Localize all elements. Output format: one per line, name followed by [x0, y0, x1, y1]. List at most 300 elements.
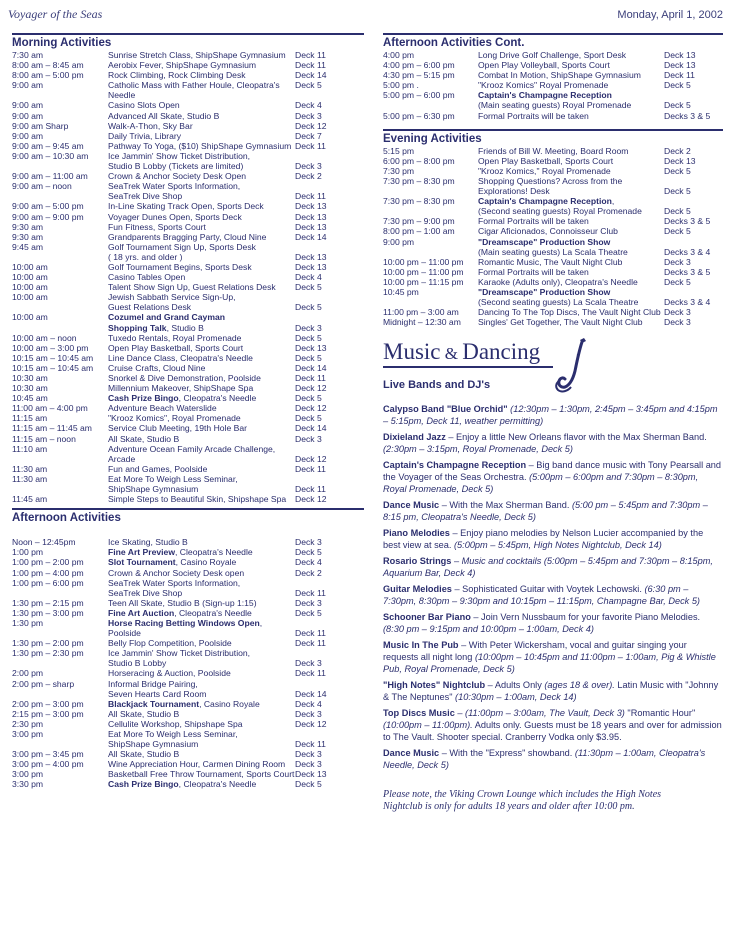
schedule-activity	[478, 186, 664, 196]
schedule-row	[383, 216, 723, 226]
activity-text: Catholic Mass with Father Houle, Cleopatra's Needle	[108, 80, 280, 101]
schedule-row	[12, 323, 364, 333]
activity-text: Tuxedo Rentals, Royal Promenade	[108, 332, 242, 343]
schedule-deck: Deck 4	[295, 272, 322, 283]
schedule-row	[12, 181, 364, 191]
schedule-time: 10:15 am – 10:45 am	[12, 362, 94, 373]
schedule-time: 10:00 pm – 11:00 pm	[383, 256, 464, 267]
schedule-time: 10:00 am – noon	[12, 332, 77, 343]
schedule-deck: Deck 11	[295, 739, 326, 750]
schedule-deck: Deck 3	[295, 433, 322, 444]
schedule-deck: Deck 3	[295, 708, 322, 719]
schedule-activity	[108, 70, 295, 80]
schedule-time	[12, 323, 108, 333]
schedule-row	[12, 739, 364, 749]
schedule-activity	[108, 699, 295, 709]
music-entry	[383, 639, 723, 675]
activity-highlight: Fine Art Auction	[108, 607, 175, 618]
schedule-activity	[108, 181, 295, 191]
schedule-activity	[478, 196, 664, 206]
schedule-activity	[478, 176, 664, 186]
saxophone-icon	[553, 337, 593, 395]
schedule-activity	[108, 121, 295, 131]
schedule-time: 4:00 pm – 6:00 pm	[383, 60, 455, 71]
activity-text: ,	[611, 196, 615, 207]
schedule-deck: Deck 12	[295, 718, 327, 729]
activity-text: Talent Show Sign Up, Guest Relations Desk	[108, 282, 276, 293]
activity-text: Dancing To The Top Discs, The Vault Night Club	[478, 307, 661, 318]
schedule-deck: Deck 13	[295, 201, 327, 212]
schedule-row	[383, 80, 723, 90]
activity-text: Open Play Basketball, Sports Court	[478, 155, 614, 166]
activity-highlight: Horse Racing Betting Windows Open	[108, 617, 260, 628]
schedule-activity	[108, 547, 295, 557]
schedule-row	[383, 176, 723, 186]
schedule-deck: Deck 13	[664, 60, 696, 71]
activity-text: Adventure Ocean Family Arcade Challenge,	[108, 443, 276, 454]
schedule-row	[12, 689, 364, 699]
music-entry-text: (12:30pm – 1:30pm, 2:45pm – 3:45pm and 4:15pm – 5:15pm, Deck 11, weather permitting)	[383, 404, 718, 427]
schedule-activity	[108, 779, 295, 789]
schedule-deck: Deck 3	[664, 307, 691, 318]
music-entry	[383, 611, 723, 635]
schedule-row	[12, 658, 364, 668]
schedule-row	[12, 252, 364, 262]
activity-text: Millennium Makeover, ShipShape Spa	[108, 383, 254, 394]
schedule-row	[383, 237, 723, 247]
schedule-deck: Deck 5	[295, 80, 322, 91]
music-entry	[383, 403, 723, 427]
schedule-row	[383, 100, 723, 110]
schedule-activity	[478, 80, 664, 90]
schedule-row	[12, 568, 364, 578]
schedule-activity	[108, 638, 295, 648]
schedule-activity	[108, 618, 295, 628]
schedule-row	[12, 474, 364, 484]
schedule-row	[12, 598, 364, 608]
schedule-deck: Deck 4	[295, 557, 322, 568]
schedule-time	[383, 100, 478, 110]
schedule-deck: Deck 5	[664, 276, 691, 287]
activity-text: Cruise Crafts, Cloud Nine	[108, 362, 206, 373]
activity-text: , Casino Royale	[175, 557, 237, 568]
schedule-time: 10:15 am – 10:45 am	[12, 352, 94, 363]
music-entry	[383, 499, 723, 523]
activity-text: Cigar Aficionados, Connoisseur Club	[478, 226, 618, 237]
music-entry-text: (5:00pm – 6:00pm and 7:30pm – 8:30pm, Royal Promenade, Deck 5)	[383, 472, 699, 495]
schedule-row	[12, 121, 364, 131]
schedule-row	[383, 287, 723, 297]
schedule-row	[12, 272, 364, 282]
schedule-row	[12, 141, 364, 151]
schedule-activity	[108, 80, 295, 100]
activity-text: ( 18 yrs. and older )	[108, 251, 183, 262]
activity-text: Casino Slots Open	[108, 100, 180, 111]
schedule-row	[12, 679, 364, 689]
activity-highlight: Cash Prize Bingo	[108, 393, 179, 404]
music-entry	[383, 555, 723, 579]
activity-text: Fun and Games, Poolside	[108, 463, 208, 474]
schedule-activity	[108, 212, 295, 222]
schedule-time: 7:30 am	[12, 50, 44, 60]
schedule-time	[12, 161, 108, 171]
schedule-time: 3:00 pm – 4:00 pm	[12, 759, 84, 770]
schedule-row	[12, 729, 364, 739]
schedule-activity	[108, 423, 295, 433]
schedule-time: 10:45 am	[12, 393, 48, 404]
schedule-activity	[108, 323, 295, 333]
live-bands-heading: Live Bands and DJ's	[383, 379, 491, 392]
schedule-activity	[108, 434, 295, 444]
music-entry-text: – Enjoy piano melodies by Nelson Lucier accompanied by the best view at sea.	[383, 528, 704, 551]
schedule-activity	[108, 161, 295, 171]
activity-text: , Cleopatra's Needle	[175, 547, 253, 558]
schedule-row	[12, 343, 364, 353]
schedule-time: Noon – 12:45pm	[12, 537, 76, 548]
schedule-activity	[108, 393, 295, 403]
schedule-time	[12, 252, 108, 262]
schedule-activity	[478, 100, 664, 110]
schedule-activity	[108, 557, 295, 567]
schedule-row	[12, 302, 364, 312]
music-entry-text: – Big band dance music with Tony Pearsall and the Voyager of the Seas Orchestra.	[383, 460, 722, 483]
schedule-row	[383, 166, 723, 176]
activity-text: All Skate, Studio B	[108, 749, 180, 760]
schedule-activity	[478, 237, 664, 247]
schedule-activity	[108, 373, 295, 383]
schedule-activity	[108, 759, 295, 769]
schedule-time: 9:00 am – noon	[12, 181, 72, 192]
activity-text: All Skate, Studio B	[108, 708, 180, 719]
schedule-row	[383, 50, 723, 60]
schedule-row	[12, 537, 364, 547]
schedule-deck: Deck 14	[295, 362, 327, 373]
left-column	[12, 33, 364, 790]
activity-text: Studio B Lobby (Tickets are limited)	[108, 161, 244, 172]
schedule-deck: Deck 2	[295, 171, 322, 182]
schedule-deck: Deck 13	[295, 342, 327, 353]
schedule-time: 2:30 pm	[12, 718, 44, 729]
schedule-row	[12, 393, 364, 403]
schedule-activity	[108, 769, 295, 779]
music-entry-text: Adults only. Guests must be 18 years and over for admission to The Vault. Shooter special. Cranberry Vodka only $3.95.	[383, 720, 722, 743]
schedule-activity	[108, 474, 295, 484]
schedule-deck: Deck 12	[295, 494, 327, 505]
activity-text: Simple Steps to Beautiful Skin, Shipshape Spa	[108, 494, 287, 505]
schedule-time: 10:00 am	[12, 292, 48, 303]
schedule-time: 9:30 am	[12, 231, 44, 242]
schedule-deck: Deck 5	[295, 779, 322, 790]
schedule-time: 10:30 am	[12, 373, 48, 383]
schedule-row	[12, 242, 364, 252]
activity-text: Pathway To Yoga, ($10) ShipShape Gymnasium	[108, 140, 292, 151]
schedule-time: 11:15 am	[12, 413, 48, 424]
activity-text: Adventure Beach Waterslide	[108, 403, 217, 414]
schedule-deck: Deck 13	[295, 221, 327, 232]
schedule-deck: Deck 3	[295, 749, 322, 760]
activity-text: , Cleopatra's Needle	[174, 607, 252, 618]
schedule-time: Midnight – 12:30 am	[383, 317, 461, 328]
schedule-row	[12, 333, 364, 343]
afternoon-cont-schedule	[383, 50, 723, 121]
ship-name: Voyager of the Seas	[8, 7, 103, 21]
afternoon-schedule	[12, 537, 364, 789]
schedule-time: 1:00 pm – 4:00 pm	[12, 567, 84, 578]
music-entry-text: –	[454, 708, 466, 719]
schedule-time: 9:00 am – 9:45 am	[12, 140, 84, 151]
activity-text: "Krooz Komics," Royal Promenade	[478, 165, 611, 176]
schedule-time	[12, 588, 108, 598]
music-entry	[383, 527, 723, 551]
activity-highlight: Cash Prize Bingo	[108, 779, 179, 790]
schedule-deck: Deck 11	[295, 140, 326, 151]
music-entry	[383, 707, 723, 743]
schedule-deck: Deck 13	[664, 50, 696, 60]
schedule-row	[383, 267, 723, 277]
schedule-activity	[108, 537, 295, 547]
schedule-row	[12, 413, 364, 423]
activity-text: ShipShape Gymnasium	[108, 739, 199, 750]
schedule-row	[12, 484, 364, 494]
activity-text: SeaTrek Dive Shop	[108, 587, 183, 598]
schedule-deck: Deck 11	[295, 373, 326, 383]
activity-text: Rock Climbing, Rock Climbing Desk	[108, 70, 246, 81]
activity-text: Advanced All Skate, Studio B	[108, 110, 220, 121]
schedule-time: 10:00 am – 3:00 pm	[12, 342, 89, 353]
schedule-deck: Deck 3	[295, 322, 322, 333]
schedule-time: 10:00 am	[12, 282, 48, 293]
music-title-word: Music	[383, 339, 441, 365]
schedule-row	[12, 262, 364, 272]
schedule-deck: Deck 3	[295, 658, 322, 669]
activity-text: Basketball Free Throw Tournament, Sports Court	[108, 769, 295, 780]
schedule-activity	[108, 222, 295, 232]
schedule-deck: Deck 11	[295, 60, 326, 71]
activity-text: Daily Trivia, Library	[108, 130, 182, 141]
schedule-time: 10:45 pm	[383, 286, 419, 297]
schedule-time: 4:00 pm	[383, 50, 415, 60]
schedule-row	[12, 282, 364, 292]
schedule-row	[12, 557, 364, 567]
schedule-row	[12, 373, 364, 383]
title-underline	[383, 366, 553, 368]
music-entry-name: Calypso Band "Blue Orchid"	[383, 404, 508, 415]
schedule-deck: Deck 3	[295, 759, 322, 770]
schedule-row	[12, 547, 364, 557]
schedule-deck: Decks 3 & 5	[664, 216, 711, 227]
schedule-time: 2:15 pm – 3:00 pm	[12, 708, 84, 719]
schedule-deck: Decks 3 & 5	[664, 110, 711, 121]
schedule-time: 1:00 pm – 2:00 pm	[12, 557, 84, 568]
schedule-deck: Deck 13	[295, 251, 327, 262]
schedule-activity	[108, 232, 295, 242]
schedule-row	[12, 434, 364, 444]
morning-schedule	[12, 50, 364, 504]
activity-text: Teen All Skate, Studio B (Sign-up 1:15)	[108, 597, 257, 608]
schedule-activity	[108, 191, 295, 201]
activity-text: Horseracing & Auction, Poolside	[108, 668, 231, 679]
activity-text: Eat More To Weigh Less Seminar,	[108, 729, 238, 739]
schedule-row	[383, 90, 723, 100]
schedule-time: 9:30 am	[12, 221, 44, 232]
activity-highlight: Captain's Champagne Reception	[478, 90, 612, 101]
evening-heading: Evening Activities	[383, 129, 723, 146]
schedule-activity	[108, 282, 295, 292]
music-entry	[383, 583, 723, 607]
activity-text: , Casino Royale	[199, 698, 260, 709]
schedule-time: 9:00 am – 5:00 pm	[12, 201, 84, 212]
schedule-activity	[108, 262, 295, 272]
schedule-activity	[108, 50, 295, 60]
activity-text: Open Play Volleyball, Sports Court	[478, 60, 610, 71]
activity-text: Formal Portraits will be taken	[478, 266, 589, 277]
activity-highlight: Cozumel and Grand Cayman	[108, 312, 225, 323]
schedule-row	[383, 257, 723, 267]
schedule-row	[12, 111, 364, 121]
schedule-deck: Deck 3	[664, 317, 691, 328]
music-entry-name: "High Notes" Nightclub	[383, 680, 486, 691]
activity-text: Studio B Lobby	[108, 658, 167, 669]
schedule-activity	[108, 363, 295, 373]
schedule-row	[12, 638, 364, 648]
schedule-deck: Deck 11	[295, 638, 326, 649]
activity-text: SeaTrek Dive Shop	[108, 191, 183, 202]
activity-text: SeaTrek Water Sports Information,	[108, 181, 241, 192]
schedule-activity	[478, 307, 664, 317]
schedule-time: 9:00 am	[12, 110, 44, 121]
schedule-time	[12, 628, 108, 638]
music-entry-text: (11:30pm – 1:00am, Cleopatra's Needle, Deck 5)	[383, 748, 706, 771]
schedule-time: 6:00 pm – 8:00 pm	[383, 155, 455, 166]
schedule-time: 10:00 am	[12, 261, 48, 272]
schedule-activity	[108, 658, 295, 668]
schedule-row	[383, 247, 723, 257]
music-entry-text: – With Peter Wickersham, vocal and guitar singing your requests all night long	[383, 640, 687, 663]
schedule-row	[12, 709, 364, 719]
activity-text: Poolside	[108, 628, 141, 639]
evening-schedule	[383, 146, 723, 328]
activity-text: Explorations! Desk	[478, 186, 550, 197]
schedule-activity	[478, 206, 664, 216]
schedule-activity	[478, 156, 664, 166]
music-entry-text: –	[451, 556, 462, 567]
schedule-deck: Deck 3	[295, 161, 322, 172]
schedule-row	[12, 578, 364, 588]
right-column	[383, 33, 723, 813]
activity-text: ,	[259, 617, 263, 628]
schedule-time: 1:00 pm – 6:00 pm	[12, 577, 84, 588]
schedule-activity	[478, 50, 664, 60]
activity-text: Fun Fitness, Sports Court	[108, 221, 206, 232]
activity-highlight: Blackjack Tournament	[108, 698, 200, 709]
schedule-deck: Deck 5	[664, 165, 691, 176]
music-entry-text: (2:30pm – 3:15pm, Royal Promenade, Deck 5)	[383, 444, 573, 455]
schedule-activity	[108, 302, 295, 312]
schedule-row	[12, 161, 364, 171]
activity-text: Open Play Basketball, Sports Court	[108, 342, 244, 353]
activity-text: Friends of Bill W. Meeting, Board Room	[478, 145, 629, 156]
schedule-row	[383, 156, 723, 166]
schedule-time: 10:00 am	[12, 272, 48, 283]
schedule-activity	[108, 668, 295, 678]
schedule-row	[12, 212, 364, 222]
afternoon-cont-heading: Afternoon Activities Cont.	[383, 33, 723, 50]
schedule-activity	[478, 90, 664, 100]
activity-text: Crown & Anchor Society Desk open	[108, 567, 245, 578]
schedule-row	[12, 759, 364, 769]
activity-text: Grandparents Bragging Party, Cloud Nine	[108, 231, 267, 242]
schedule-deck: Deck 5	[664, 186, 691, 197]
schedule-activity	[108, 111, 295, 121]
music-entry-text: (10:30pm – 1:00am, Deck 14)	[452, 692, 577, 703]
schedule-activity	[478, 60, 664, 70]
schedule-time: 1:30 pm – 3:00 pm	[12, 607, 84, 618]
music-title-amp: &	[440, 344, 463, 364]
activity-text: "Krooz Komics" Royal Promenade	[478, 80, 609, 91]
schedule-time: 3:00 pm	[12, 729, 44, 739]
schedule-activity	[478, 277, 664, 287]
schedule-activity	[108, 598, 295, 608]
schedule-activity	[108, 464, 295, 474]
schedule-deck: Deck 12	[295, 403, 327, 414]
schedule-deck: Deck 5	[295, 607, 322, 618]
schedule-row	[12, 588, 364, 598]
activity-text: "Krooz Komics", Royal Promenade	[108, 413, 241, 424]
music-entry-name: Schooner Bar Piano	[383, 612, 471, 623]
schedule-deck: Deck 11	[295, 191, 326, 202]
schedule-activity	[478, 297, 664, 307]
schedule-time: 4:30 pm – 5:15 pm	[383, 70, 455, 81]
schedule-row	[12, 494, 364, 504]
dancing-title-word: Dancing	[462, 339, 541, 365]
schedule-time	[383, 206, 478, 216]
schedule-row	[12, 719, 364, 729]
activity-highlight: "Dreamscape" Production Show	[478, 286, 611, 297]
schedule-activity	[108, 131, 295, 141]
schedule-deck: Deck 12	[295, 383, 327, 394]
music-entry-name: Captain's Champagne Reception	[383, 460, 527, 471]
schedule-row	[383, 307, 723, 317]
schedule-row	[12, 423, 364, 433]
schedule-activity	[108, 578, 295, 588]
music-entry-name: Piano Melodies	[383, 528, 450, 539]
schedule-row	[12, 292, 364, 302]
schedule-row	[12, 699, 364, 709]
schedule-row	[383, 70, 723, 80]
schedule-time: 7:30 pm – 8:30 pm	[383, 175, 455, 186]
activity-highlight: Captain's Champagne Reception	[478, 196, 612, 207]
schedule-deck: Deck 5	[664, 80, 691, 91]
schedule-activity	[478, 216, 664, 226]
schedule-activity	[108, 100, 295, 110]
music-entry-text: – Join Vern Nussbaum for your favorite Piano Melodies.	[470, 612, 701, 623]
schedule-time: 7:30 pm – 9:00 pm	[383, 216, 455, 227]
activity-highlight: Shopping Talk	[108, 322, 167, 333]
activity-text: Ice Skating, Studio B	[108, 537, 188, 548]
schedule-activity	[108, 151, 295, 161]
music-entry-name: Guitar Melodies	[383, 584, 452, 595]
schedule-row	[12, 70, 364, 80]
music-entry-name: Dixieland Jazz	[383, 432, 446, 443]
schedule-row	[383, 277, 723, 287]
schedule-deck: Deck 2	[664, 145, 691, 156]
schedule-row	[383, 317, 723, 327]
activity-text: , Cleopatra's Needle	[178, 779, 257, 790]
schedule-activity	[108, 608, 295, 618]
schedule-deck: Deck 11	[295, 463, 326, 474]
schedule-activity	[478, 146, 664, 156]
schedule-time: 9:00 pm	[383, 236, 415, 247]
